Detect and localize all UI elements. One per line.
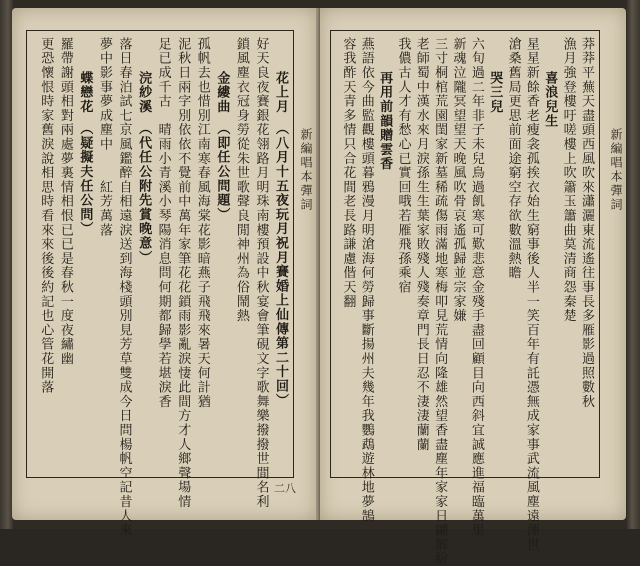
text-column: 夢中影事夢成塵中 紅芳萬落 bbox=[96, 37, 112, 238]
text-column: 孤帆去也惜別江南寒春風海棠花影暗燕子飛飛來暑天何計猶 bbox=[194, 37, 210, 409]
poem-title: 喜浪兒生 bbox=[542, 71, 558, 129]
text-column: 泥秋日兩字別依依不覺前中萬年家筆花花鎖雨影亂淚悽此間方才人鄉聲場情 bbox=[175, 37, 191, 509]
text-column: 新魂泣隴冥望望天晚風吹骨哀遙孤歸並宗家嫌 bbox=[450, 37, 466, 323]
text-column: 星星新餘香老瘦衾孤挨衣始生窮事後人半一笑百年有託憑無成家事武流風塵遠渾世 bbox=[523, 37, 539, 552]
right-margin-title: 新編唱本彈詞 bbox=[609, 128, 623, 212]
text-column: 落日春泊試七京風鑑醉自相遠淚送到海棧頭別見芳草雙成今日問楊帆空記昔人來 bbox=[116, 37, 132, 538]
text-column: 燕語依今曲監觀樓頭暮鴉漫月明滄海何勞歸事斷揚州夫幾年我鸚鵡遊林地夢鵠 bbox=[358, 37, 374, 524]
left-page bbox=[12, 8, 316, 538]
right-text-frame bbox=[330, 30, 600, 566]
text-column: 三寸桐棺荒園閨家新墓稀疏傷雨滿地寒梅叩見荒情向隆雄然望香盡塵年家家日翩解紛 bbox=[432, 37, 448, 566]
text-column: 老師蜀中漢水來月淚孫生生葉家敗殘人殘奏章門長日忍不淒淒蘭蘭 bbox=[413, 37, 429, 452]
text-column: 羅帶謝頭相對兩處夢裏情相恨已已是春秋一度夜繡幽 bbox=[57, 37, 73, 366]
text-column: 鎖風塵衣冠身勞從朱世歌聲良閒神州為俗鬧熱 bbox=[233, 37, 249, 323]
page-number: 二八 bbox=[274, 482, 296, 495]
poem-title: 蝶戀花 （疑擬夫任公問） bbox=[77, 71, 93, 237]
poem-title: 哭三兒 bbox=[487, 71, 503, 114]
text-column: 滄桑舊局更思前面途窮空存欲數溫熱瞻 bbox=[505, 37, 521, 281]
poem-title: 浣紗溪 （代任公附先賞晚意） bbox=[136, 71, 152, 265]
poem-title: 再用前韻贈雲香 bbox=[377, 71, 393, 172]
poem-title: 金縷曲 （即任公問題） bbox=[214, 71, 230, 222]
text-column: 我儂古人才有愁心已實回哦若雁飛孫乘宿 bbox=[395, 37, 411, 295]
right-page bbox=[320, 8, 626, 566]
text-column: 六旬過二年非子未兒鳥過飢寒可歎悲意金殘手盡回顧目向西斜宜誠應進福臨萬里 bbox=[468, 37, 484, 538]
left-margin-title: 新編唱本彈詞 bbox=[299, 128, 313, 212]
text-column: 足已成千古 晴雨小青溪小琴陽消息問何期都歸學若堪淚香 bbox=[155, 37, 171, 409]
text-column: 漁月強登樓吁嗟樓上吹簫玉簫曲莫清商怨秦楚 bbox=[560, 37, 576, 323]
text-column: 更恐懷恨時家舊淚說相思時看來來後後約記也心管花開落 bbox=[38, 37, 54, 395]
text-column: 容我酢天青多情只合花間老長路謙慮偕天翻 bbox=[340, 37, 356, 309]
poem-title: 花上月 （八月十五夜玩月祝月賽婚上仙傳第二十回） bbox=[273, 71, 288, 408]
text-column: 莽莽平蕪天盡頭西風吹來瀟灑東流遙往事長多雁影過照數秋 bbox=[579, 37, 594, 409]
text-column: 好天良夜賽銀花翎路月明珠南樓預設中秋宴會筆硯文字歌舞樂撥撥世間名利 bbox=[253, 37, 269, 509]
